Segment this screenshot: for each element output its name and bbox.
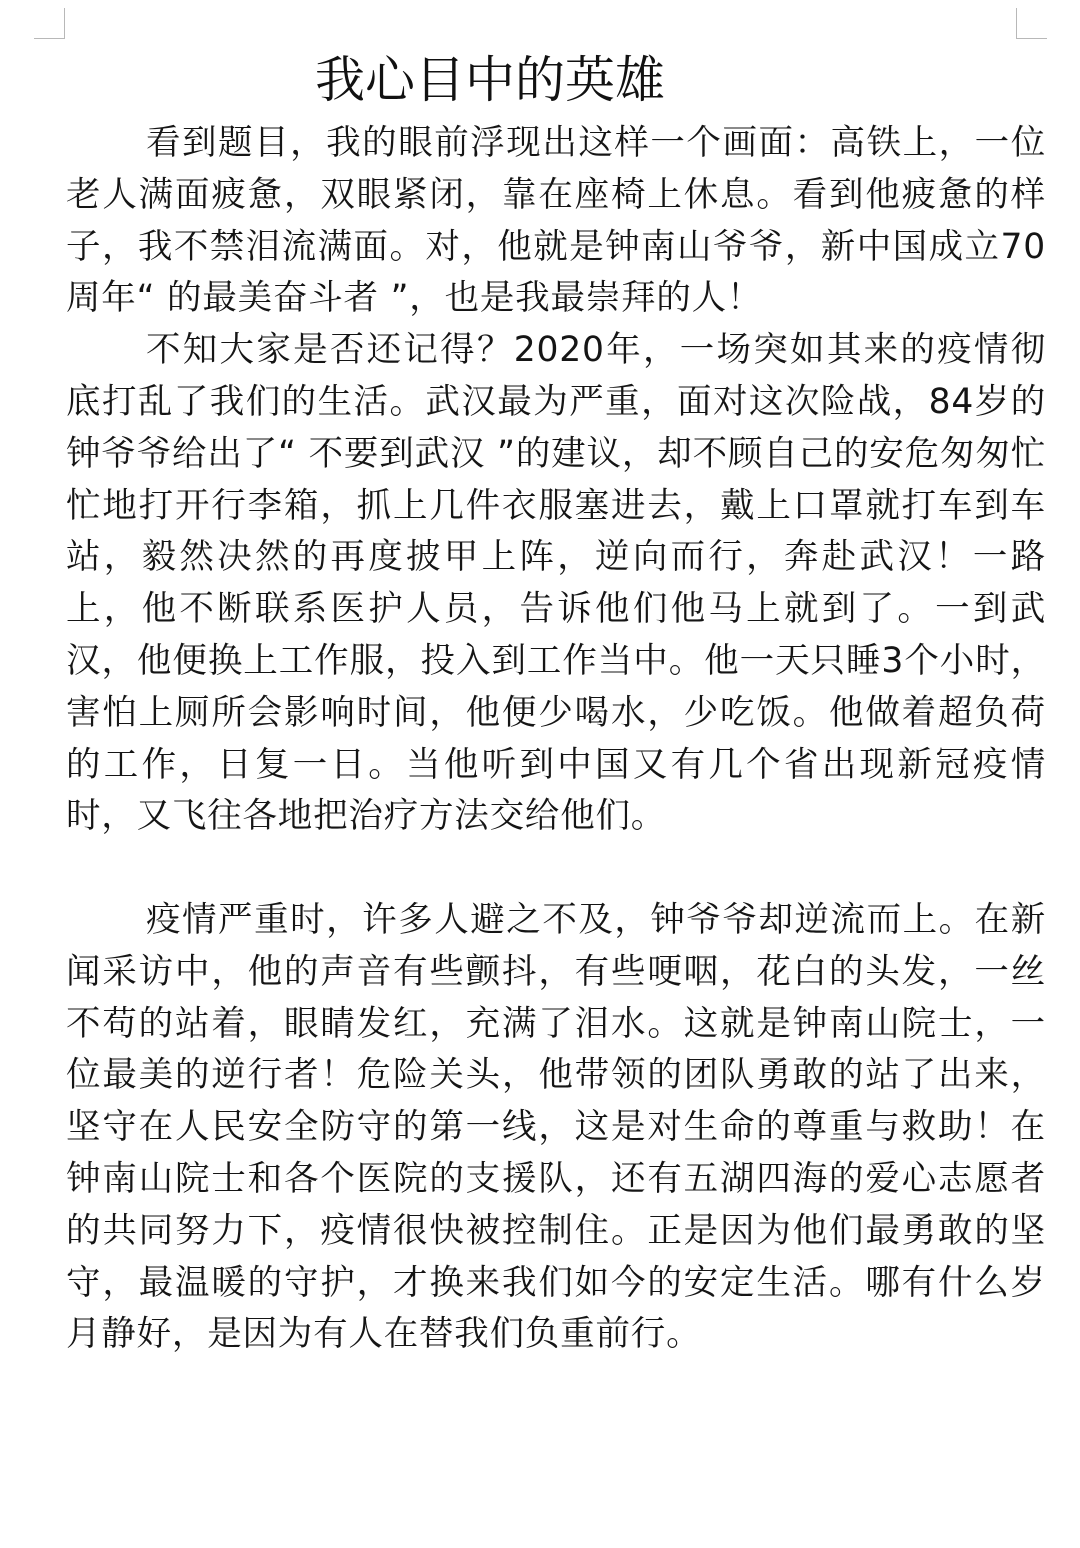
paragraph-3: 疫情严重时，许多人避之不及，钟爷爷却逆流而上。在新闻采访中，他的声音有些颤抖，有些哽咽，花白的头发，一丝不苟的站着，眼睛发红，充满了泪水。这就是钟南山院士，一位最美的逆行者！危险关头，他带领的团队勇敢的站了出来，坚守在人民安全防守的第一线，这是对生命的尊重与救助！在钟南山院士和各个医院的支援队，还有五湖四海的爱心志愿者的共同努力下，疫情很快被控制住。正是因为他们最勇敢的坚守，最温暖的守护，才换来我们如今的安定生活。哪有什么岁月静好，是因为有人在替我们负重前行。 [66,899,1046,1355]
blank-line [66,843,1046,895]
document-body [66,118,1046,1361]
document-title: 我心目中的英雄 [315,51,665,109]
paragraph-2: 不知大家是否还记得？2020年，一场突如其来的疫情彻底打乱了我们的生活。武汉最为严重，面对这次险战，84岁的钟爷爷给出了“ 不要到武汉 ”的建议，却不顾自己的安危匆匆忙忙地打开行李箱，抓上几件衣服塞进去，戴上口罩就打车到车站，毅然决然的再度披甲上阵，逆向而行，奔赴武汉！一路上，他不断联系医护人员，告诉他们他马上就到了。一到武汉，他便换上工作服，投入到工作当中。他一天只睡3个小时，害怕上厕所会影响时间，他便少喝水，少吃饭。他做着超负荷的工作，日复一日。当他听到中国又有几个省出现新冠疫情时，又飞往各地把治疗方法交给他们。 [66,330,1046,837]
paragraph-1: 看到题目，我的眼前浮现出这样一个画面：高铁上，一位老人满面疲惫，双眼紧闭，靠在座椅上休息。看到他疲惫的样子，我不禁泪流满面。对，他就是钟南山爷爷，新中国成立70周年“ 的最美奋斗者 ”，也是我最崇拜的人！ [66,123,1046,319]
crop-mark-top-right [1016,8,1047,39]
crop-mark-top-left [34,8,65,39]
